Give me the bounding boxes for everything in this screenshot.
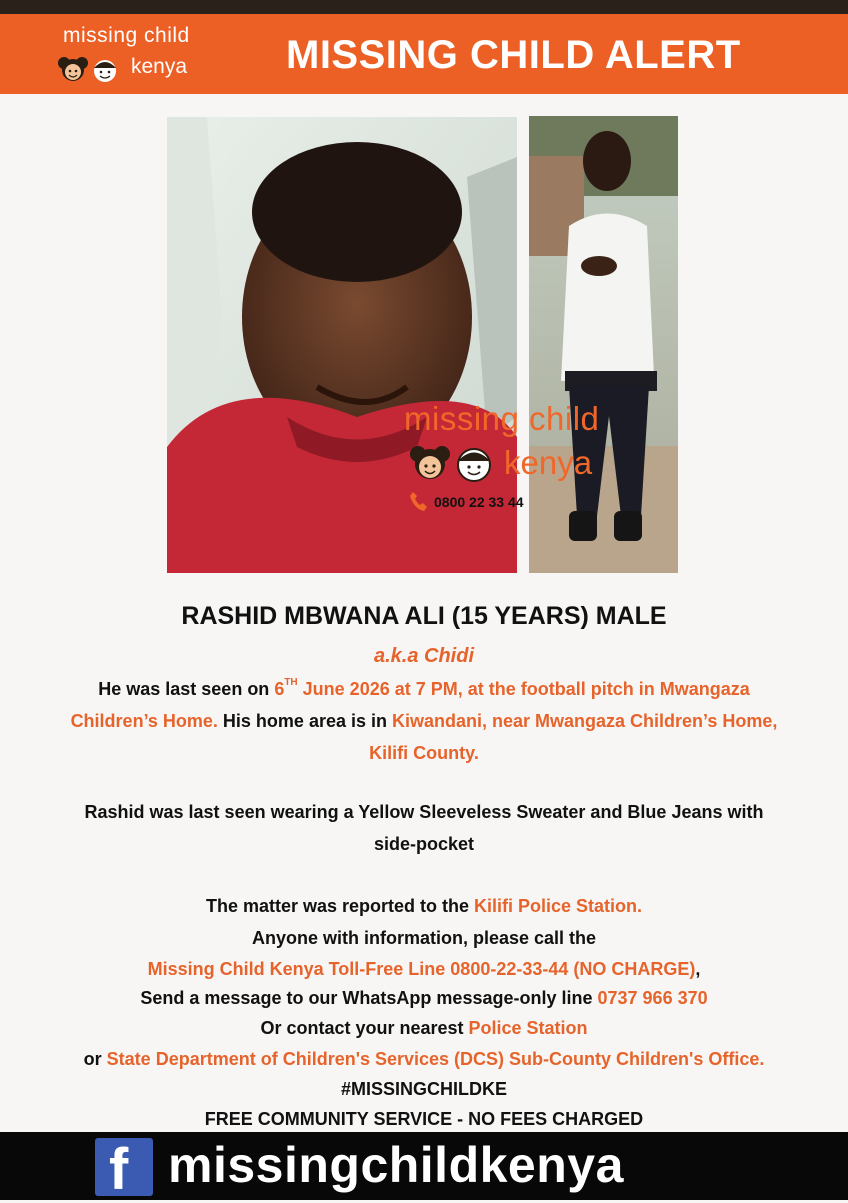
logo-text-line2: kenya — [131, 55, 188, 78]
tollfree-line — [0, 959, 848, 980]
watermark-text-line2: kenya — [504, 444, 593, 481]
child-alias: a.k.a Chidi — [373, 645, 475, 667]
photo-watermark — [404, 400, 644, 520]
facebook-icon[interactable] — [95, 1137, 153, 1202]
dcs-line — [0, 1049, 848, 1070]
watermark-faces-icon — [406, 442, 498, 484]
dcs-prefix: or — [83, 1049, 107, 1069]
police-station: Police Station — [468, 1018, 588, 1038]
last-seen-place-end: Children’s Home. — [70, 711, 218, 731]
reported-station: Kilifi Police Station. — [474, 896, 643, 916]
police-prefix: Or contact your nearest — [260, 1018, 469, 1038]
facebook-letter: f — [109, 1137, 129, 1202]
reported-prefix: The matter was reported to the — [205, 896, 475, 916]
whatsapp-prefix: Send a message to our WhatsApp message-only line — [140, 988, 598, 1008]
watermark-text-line1: missing child — [404, 400, 600, 437]
facebook-handle[interactable]: missingchildkenya — [168, 1137, 624, 1193]
child-name-heading: RASHID MBWANA ALI (15 YEARS) MALE — [181, 602, 667, 630]
top-dark-bar — [0, 0, 848, 14]
whatsapp-line — [0, 988, 848, 1009]
clothing-line2: side-pocket — [373, 834, 475, 854]
phone-icon — [408, 490, 428, 512]
children-faces-icon — [55, 54, 125, 84]
police-line — [0, 1018, 848, 1039]
header-banner — [0, 14, 848, 94]
watermark-phone-number: 0800 22 33 44 — [434, 494, 524, 510]
home-area-value: Kiwandani, near Mwangaza Children’s Home, — [392, 711, 778, 731]
page-title: MISSING CHILD ALERT — [286, 33, 741, 77]
last-seen-date-day: 6 — [274, 679, 285, 699]
last-seen-date-place: June 2026 at 7 PM, at the football pitch in Mwangaza — [297, 679, 750, 699]
tollfree-number: Missing Child Kenya Toll-Free Line 0800-22-33-44 (NO CHARGE) — [147, 959, 696, 979]
footer-bar — [0, 1132, 848, 1200]
call-instruction: Anyone with information, please call the — [251, 928, 597, 948]
logo-text-line1: missing child — [63, 24, 190, 47]
dcs-office: State Department of Children's Services (DCS) Sub-County Children's Office. — [106, 1049, 765, 1069]
reported-line — [0, 896, 848, 917]
last-seen-prefix: He was last seen on — [98, 679, 275, 699]
clothing-line1: Rashid was last seen wearing a Yellow Sleeveless Sweater and Blue Jeans with — [84, 802, 764, 822]
missing-child-kenya-logo — [55, 24, 205, 86]
tollfree-comma: , — [695, 959, 701, 979]
home-area-label: His home area is in — [217, 711, 392, 731]
whatsapp-number: 0737 966 370 — [597, 988, 708, 1008]
free-service-note: FREE COMMUNITY SERVICE - NO FEES CHARGED — [204, 1109, 644, 1129]
home-area-county: Kilifi County. — [369, 743, 479, 763]
last-seen-line2 — [0, 711, 848, 732]
last-seen-date-suffix: TH — [284, 677, 298, 688]
last-seen-line1 — [0, 679, 848, 700]
hashtag: #MISSINGCHILDKE — [340, 1079, 508, 1099]
